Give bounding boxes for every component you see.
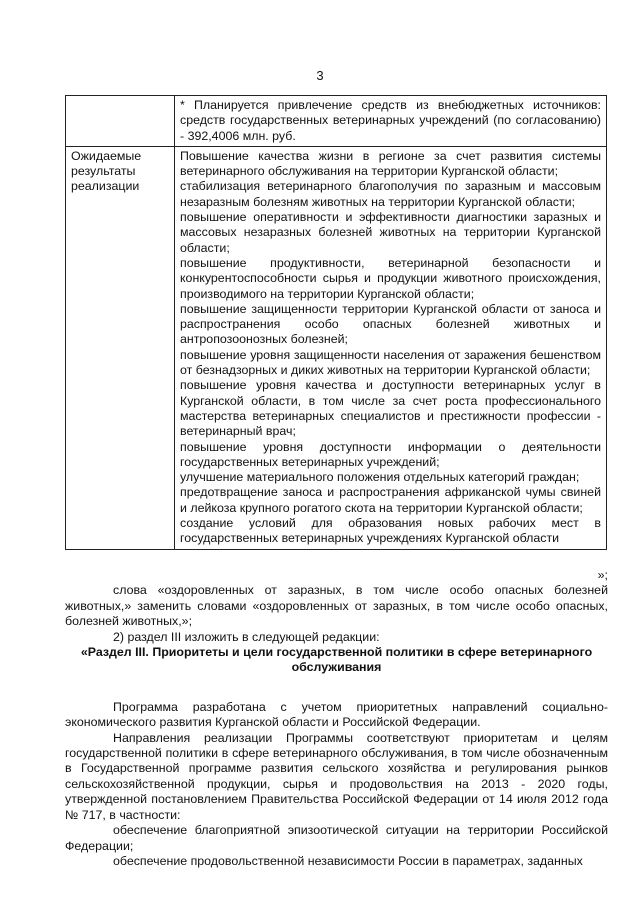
paragraph: обеспечение благоприятной эпизоотической ситуации на территории Российской Федерации; xyxy=(65,823,608,853)
row-label-cell xyxy=(66,96,175,147)
paragraph: Программа разработана с учетом приоритетных направлений социально-экономического развития Курганской области и Российской Федерации. xyxy=(65,699,608,730)
paragraph: обеспечение продовольственной независимости России в параметрах, заданных xyxy=(113,853,583,868)
expected-results-label: Ожидаемые результаты реализации xyxy=(66,146,175,549)
page-number: 3 xyxy=(316,68,324,83)
result-item: повышение уровня доступности информации о деятельности государственных ветеринарных учреждений; xyxy=(180,439,601,469)
table-row xyxy=(66,146,607,549)
result-item: повышение продуктивности, ветеринарной безопасности и конкурентоспособности сырья и продукции животного происхождения, производимого на территории Курганской области; xyxy=(180,255,601,301)
paragraph: 2) раздел III изложить в следующей редакции: xyxy=(113,629,380,644)
expected-results-cell xyxy=(175,146,607,549)
result-item: повышение уровня защищенности населения от заражения бешенством от безнадзорных и диких животных на территории Курганской области; xyxy=(180,347,601,378)
section-heading: «Раздел III. Приоритеты и цели государственной политики в сфере ветеринарного обслуживания xyxy=(80,645,593,675)
paragraph: слова «оздоровленных от заразных, в том числе особо опасных болезней животных,» заменить словами «оздоровленных от заразных, в том числе особо опасных, болезней животных,»; xyxy=(65,583,608,629)
funding-note-cell: * Планируется привлечение средств из внебюджетных источников: средств государственных ветеринарных учреждений (по согласованию) - 392,4006 млн. руб. xyxy=(175,96,607,147)
result-item: создание условий для образования новых рабочих мест в государственных ветеринарных учреждениях Курганской области xyxy=(180,516,601,546)
result-item: предотвращение заноса и распространения африканской чумы свиней и лейкоза крупного рогатого скота на территории Курганской области; xyxy=(180,485,601,515)
closing-quote: »; xyxy=(597,568,608,582)
result-item: повышение защищенности территории Курганской области от заноса и распространения особо опасных болезней животных и антропозоонозных болезней; xyxy=(180,301,601,347)
result-item: улучшение материального положения отдельных категорий граждан; xyxy=(180,470,580,485)
document-body xyxy=(65,568,608,869)
spacer xyxy=(65,676,608,700)
paragraph: Направления реализации Программы соответствуют приоритетам и целям государственной политики в сфере ветеринарного обслуживания, в том числе обозначенным в Государственной программе развития сельского хозяйства и регулирования рынков сельскохозяйственной продукции, сырья и продовольствия на 2013 - 2020 годы, утвержденной постановлением Правительства Российской Федерации от 14 июля 2012 года № 717, в частности: xyxy=(65,730,608,822)
result-item: стабилизация ветеринарного благополучия по заразным и массовым незаразным болезням животных на территории Курганской области; xyxy=(180,179,601,209)
table-row xyxy=(66,96,607,147)
result-item: Повышение качества жизни в регионе за счет развития системы ветеринарного обслуживания на территории Курганской области; xyxy=(180,148,601,179)
result-item: повышение уровня качества и доступности ветеринарных услуг в Курганской области, в том числе за счет роста профессионального мастерства ветеринарных специалистов и престижности профессии - ветеринарный врач; xyxy=(180,378,601,439)
result-item: повышение оперативности и эффективности диагностики заразных и массовых незаразных болезней животных на территории Курганской области; xyxy=(180,210,601,255)
program-passport-table xyxy=(65,95,607,550)
